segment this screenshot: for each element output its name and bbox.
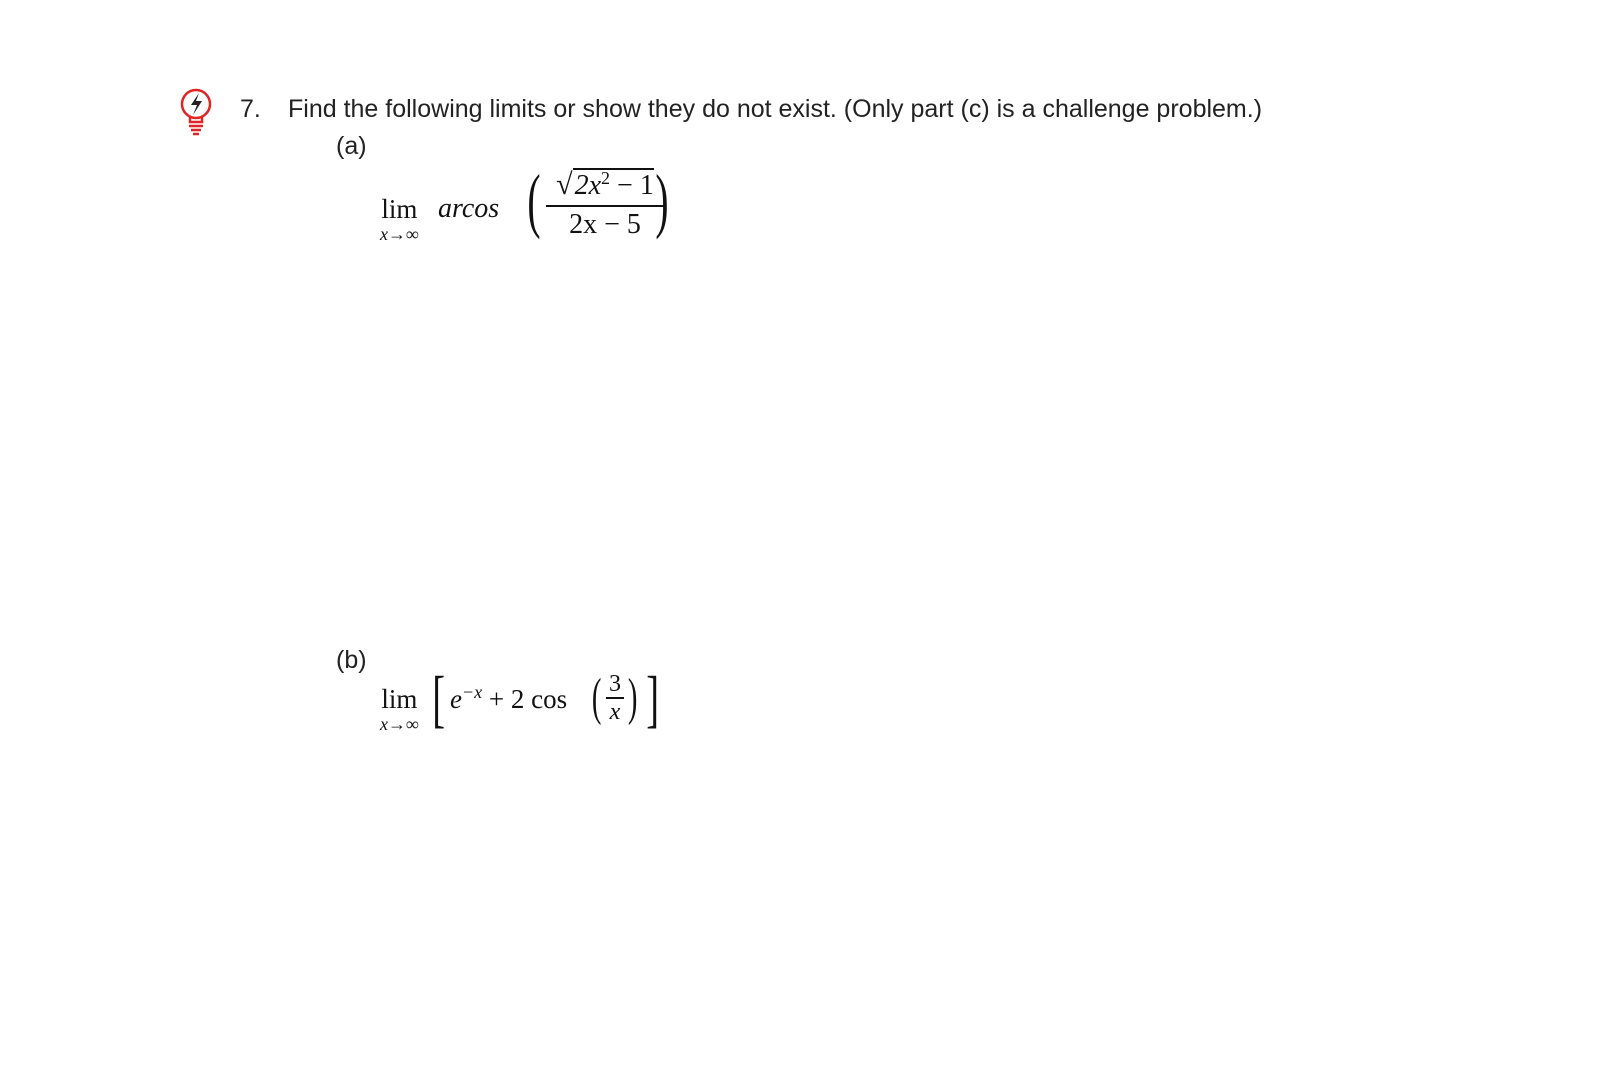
radicand-tail: − 1 [610, 170, 654, 201]
fraction [604, 672, 626, 724]
lightbulb-lightning-icon [176, 86, 216, 142]
question-number: 7. [240, 95, 261, 123]
question-text: Find the following limits or show they do not exist. (Only part (c) is a challenge problem.) [288, 95, 1263, 123]
radicand-exponent: 2 [601, 168, 611, 188]
part-a-formula [380, 160, 680, 246]
limit-operator [380, 194, 419, 244]
radicand-base: 2x [574, 170, 602, 201]
lim-word: lim [381, 194, 418, 224]
expression-middle: + 2 cos [482, 684, 568, 714]
fraction-bar [546, 205, 664, 207]
paren-right: ) [627, 669, 638, 726]
fraction-numerator [556, 168, 654, 203]
bracket-left: [ [432, 663, 446, 734]
paren-left: ( [591, 669, 602, 726]
fraction-numerator: 3 [609, 671, 621, 697]
lim-word: lim [381, 684, 418, 714]
paren-left: ( [527, 160, 541, 240]
fraction [546, 168, 664, 241]
lim-subscript: x→∞ [380, 714, 419, 734]
fraction-denominator: x [609, 699, 621, 725]
sqrt-symbol: √ [556, 168, 573, 201]
fraction-denominator: 2x − 5 [569, 209, 641, 240]
lim-subscript: x→∞ [380, 224, 419, 244]
bracket-right: ] [646, 663, 660, 734]
radicand [573, 168, 654, 201]
expression [450, 684, 567, 714]
function-name: arcos [438, 193, 500, 224]
exp-base: e [450, 684, 462, 714]
paren-right: ) [655, 160, 669, 240]
part-a-label: (a) [336, 132, 367, 160]
limit-operator [380, 684, 419, 734]
part-b-formula [380, 663, 680, 748]
part-b-label: (b) [336, 646, 367, 674]
exp-exponent: −x [461, 682, 483, 702]
